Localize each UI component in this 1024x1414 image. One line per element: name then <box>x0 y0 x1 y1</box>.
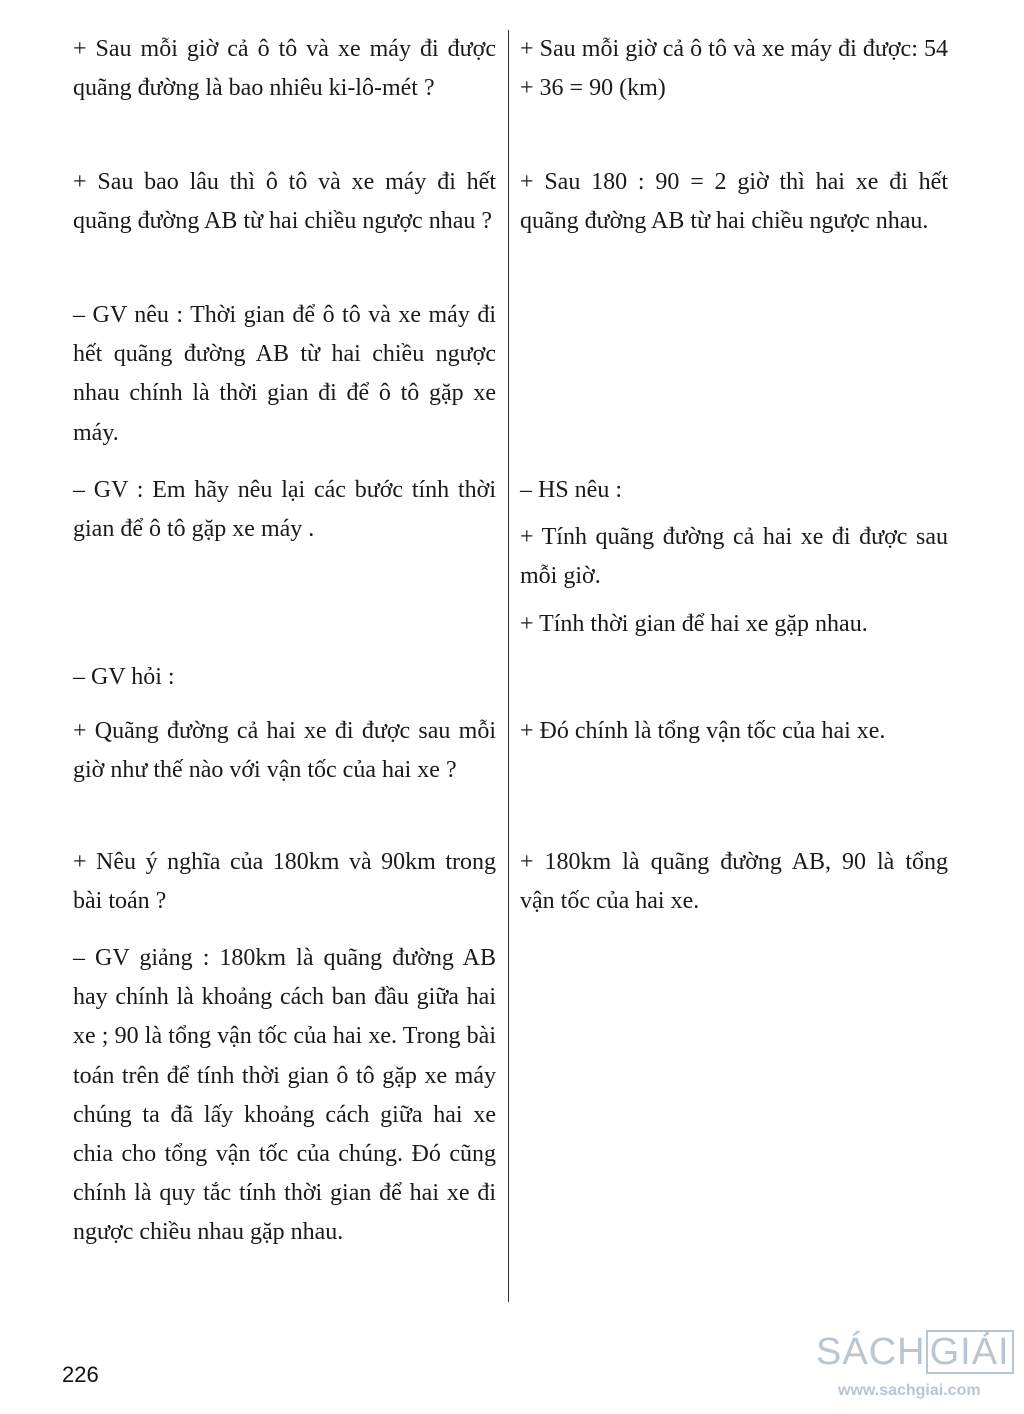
row-6-student-text: + 180km là quãng đường AB, 90 là tổng vận tốc của hai xe. <box>520 849 948 915</box>
row-6-teacher-text: + Nêu ý nghĩa của 180km và 90km trong bài toán ? <box>73 849 496 915</box>
row-1-teacher-cell <box>73 163 496 241</box>
logo-wordmark <box>816 1330 1020 1376</box>
row-0-teacher-text: + Sau mỗi giờ cả ô tô và xe máy đi được quãng đường là bao nhiêu ki-lô-mét ? <box>73 36 496 102</box>
page-number: 226 <box>62 1362 99 1387</box>
row-3-student-cell <box>520 471 948 644</box>
row-3-student-text-2: + Tính quãng đường cả hai xe đi được sau mỗi giờ. <box>520 524 948 590</box>
row-3-teacher-text: – GV : Em hãy nêu lại các bước tính thời gian để ô tô gặp xe máy . <box>73 477 496 543</box>
row-5-teacher-cell <box>73 712 496 790</box>
row-3-teacher-cell <box>73 471 496 549</box>
logo-brand-part1: SÁCH <box>816 1331 926 1373</box>
row-0-teacher-cell <box>73 30 496 108</box>
row-1-teacher-text: + Sau bao lâu thì ô tô và xe máy đi hết quãng đường AB từ hai chiều ngược nhau ? <box>73 169 496 235</box>
row-7-teacher-cell <box>73 939 496 1253</box>
row-4-teacher-cell <box>73 658 496 697</box>
row-5-student-text: + Đó chính là tổng vận tốc của hai xe. <box>520 718 886 744</box>
row-5-teacher-text: + Quãng đường cả hai xe đi được sau mỗi giờ như thế nào với vận tốc của hai xe ? <box>73 718 496 784</box>
logo-url: www.sachgiai.com <box>838 1382 981 1399</box>
row-5-student-cell <box>520 712 948 751</box>
row-2-teacher-text: – GV nêu : Thời gian để ô tô và xe máy đi hết quãng đường AB từ hai chiều ngược nhau chính là thời gian đi để ô tô gặp xe máy. <box>73 302 496 446</box>
row-3-student-text-1: – HS nêu : <box>520 477 622 503</box>
row-6-student-cell <box>520 843 948 921</box>
row-2-teacher-cell <box>73 296 496 453</box>
row-7-teacher-text: – GV giảng : 180km là quãng đường AB hay chính là khoảng cách ban đầu giữa hai xe ; 90 là tổng vận tốc của hai xe. Trong bài toán trên để tính thời gian ô tô gặp xe máy chúng ta đã lấy khoảng cách giữa hai xe chia cho tổng vận tốc của chúng. Đó cũng chính là quy tắc tính thời gian để hai xe đi ngược chiều nhau gặp nhau. <box>73 945 496 1246</box>
row-1-student-text: + Sau 180 : 90 = 2 giờ thì hai xe đi hết quãng đường AB từ hai chiều ngược nhau. <box>520 169 948 235</box>
row-0-student-cell <box>520 30 948 108</box>
row-4-teacher-text: – GV hỏi : <box>73 664 175 690</box>
row-1-student-cell <box>520 163 948 241</box>
logo-brand-part2: GIẢI <box>926 1330 1014 1374</box>
row-0-student-text: + Sau mỗi giờ cả ô tô và xe máy đi được: 54 + 36 = 90 (km) <box>520 36 948 102</box>
sachgiai-watermark-logo <box>816 1318 1020 1410</box>
row-6-teacher-cell <box>73 843 496 921</box>
row-3-student-text-3: + Tính thời gian để hai xe gặp nhau. <box>520 610 868 637</box>
column-divider <box>508 30 509 1302</box>
